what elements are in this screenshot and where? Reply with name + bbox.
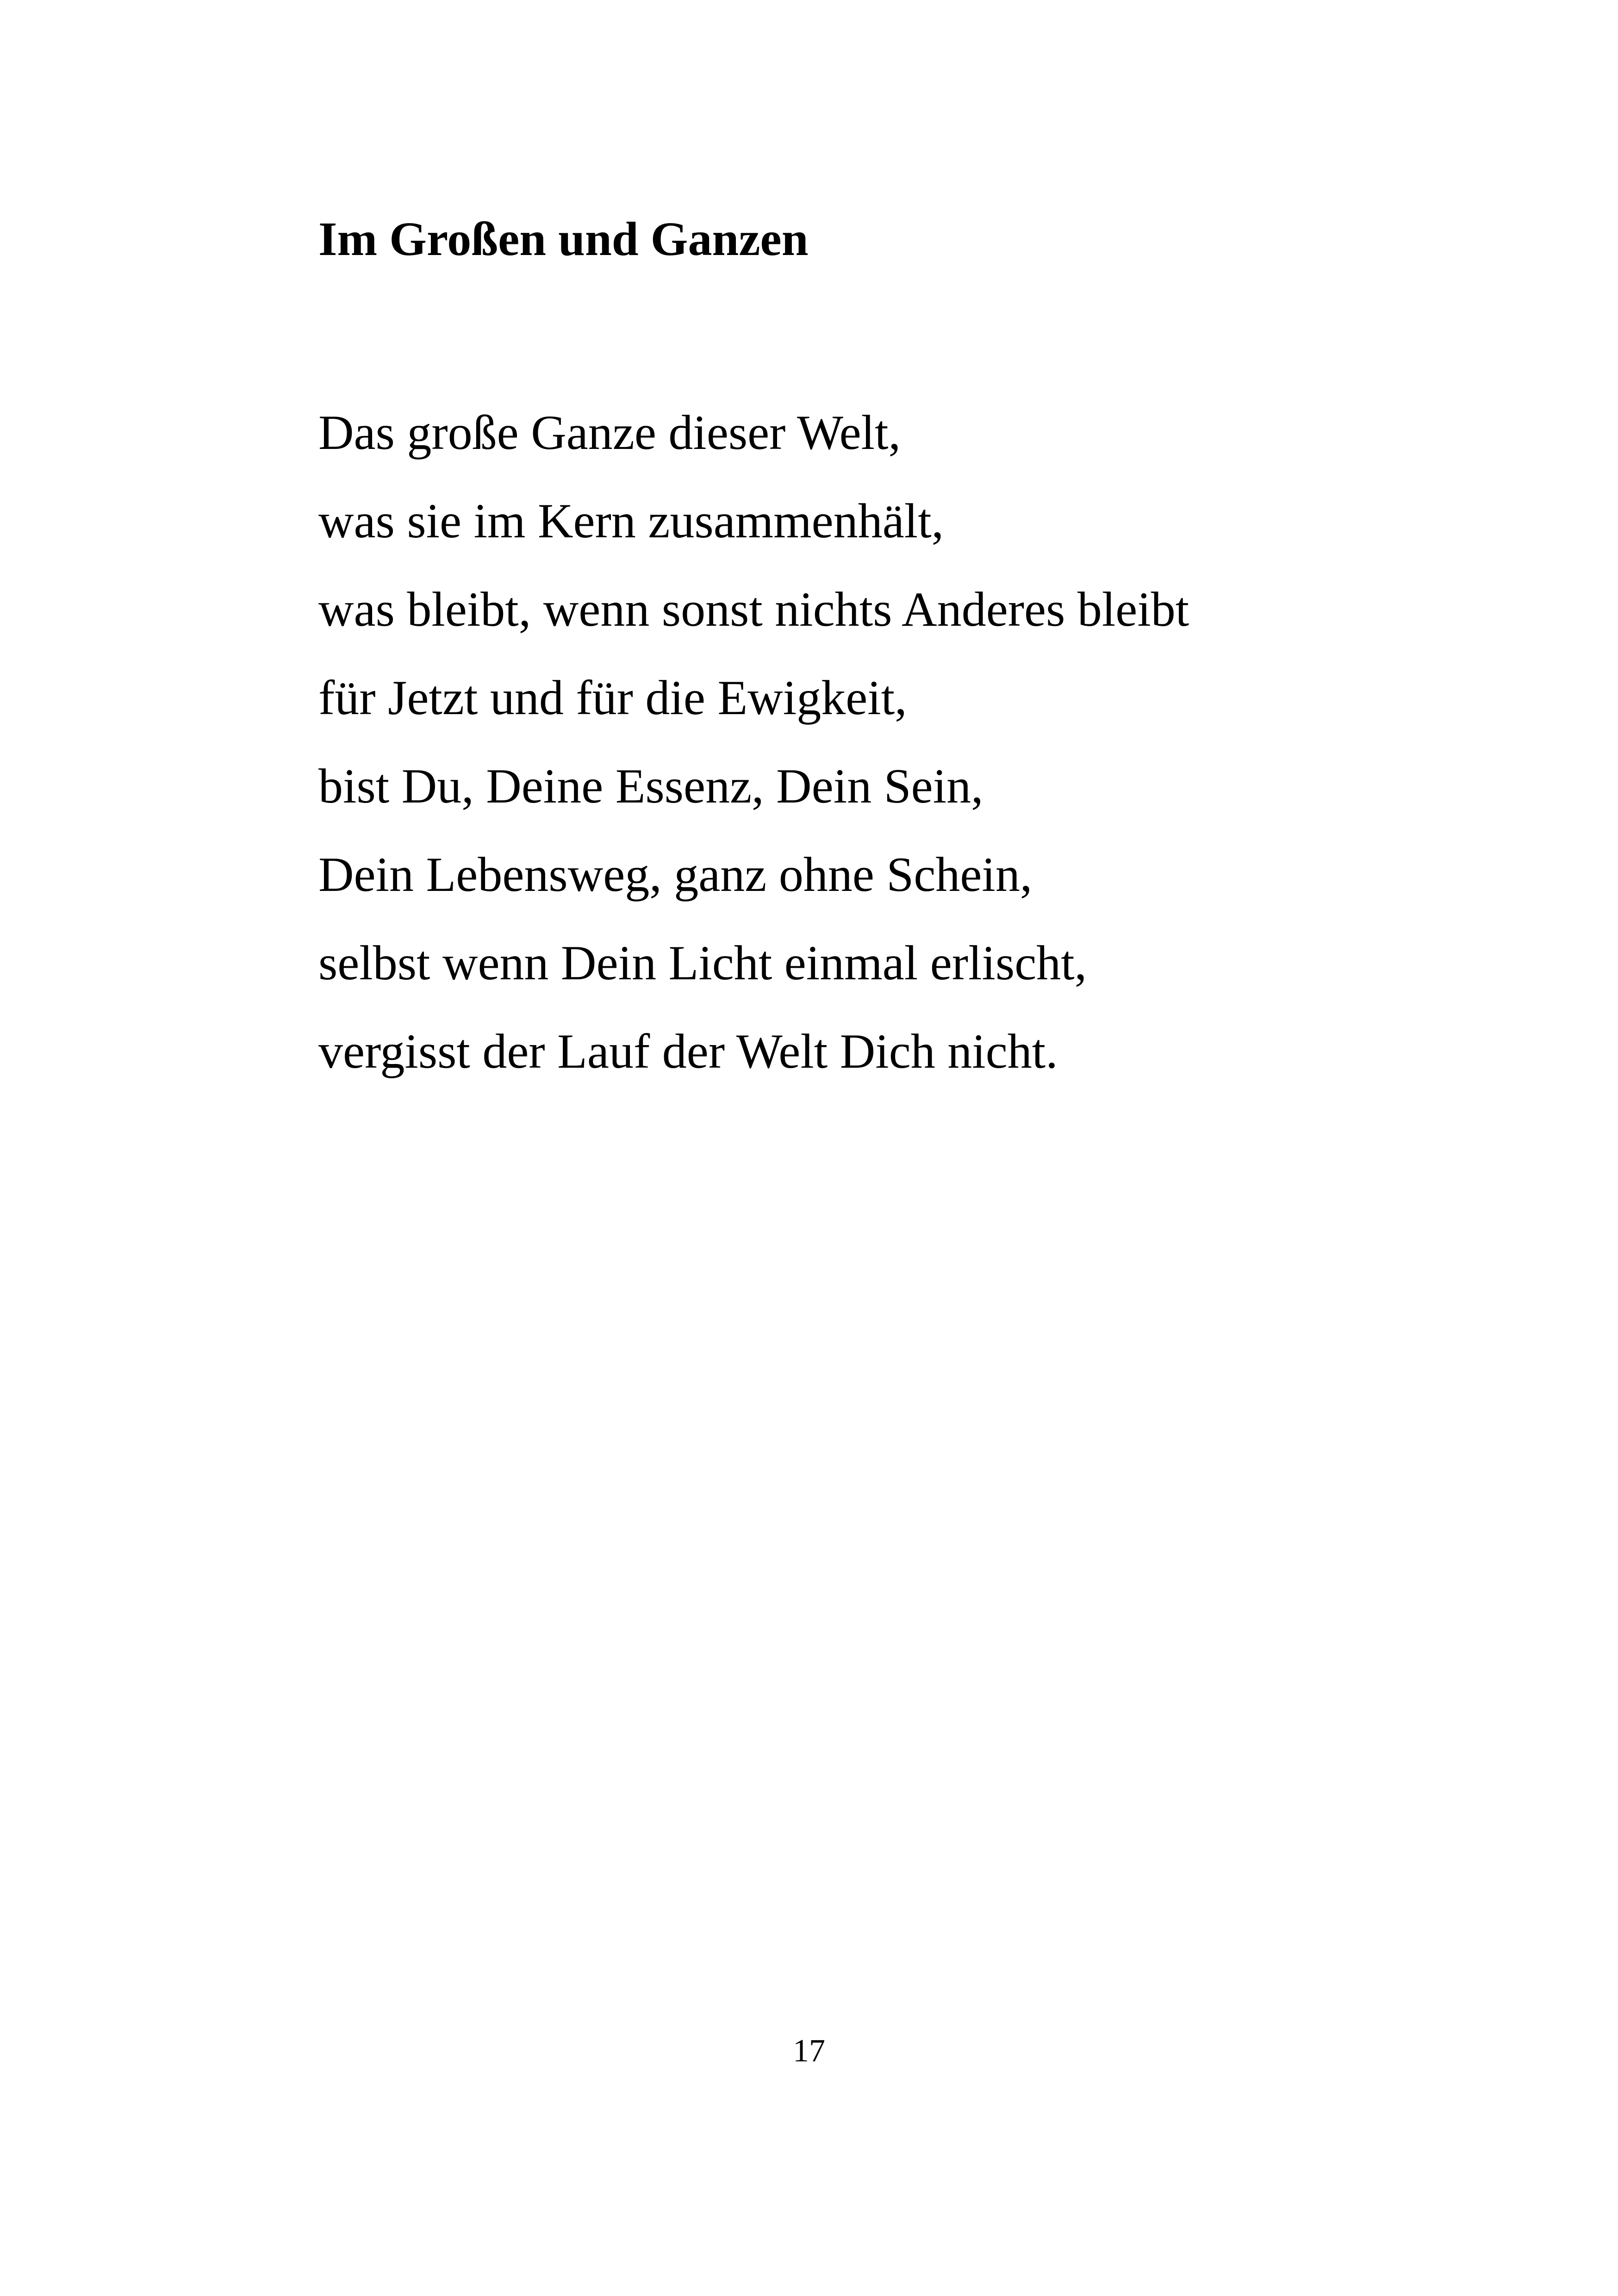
- poem-title: Im Großen und Ganzen: [318, 212, 809, 266]
- verse-line: was bleibt, wenn sonst nichts Anderes bleibt: [318, 582, 1189, 636]
- verse-line: bist Du, Deine Essenz, Dein Sein,: [318, 759, 983, 813]
- verse-line: selbst wenn Dein Licht einmal erlischt,: [318, 936, 1087, 990]
- verse-line: für Jetzt und für die Ewigkeit,: [318, 671, 907, 725]
- poem-stanza: [318, 398, 1189, 1105]
- verse-line: was sie im Kern zusammenhält,: [318, 494, 944, 548]
- verse-line: Das große Ganze dieser Welt,: [318, 405, 901, 460]
- verse-line: vergisst der Lauf der Welt Dich nicht.: [318, 1024, 1058, 1078]
- page-number: 17: [793, 2033, 825, 2069]
- verse-line: Dein Lebensweg, ganz ohne Schein,: [318, 847, 1033, 902]
